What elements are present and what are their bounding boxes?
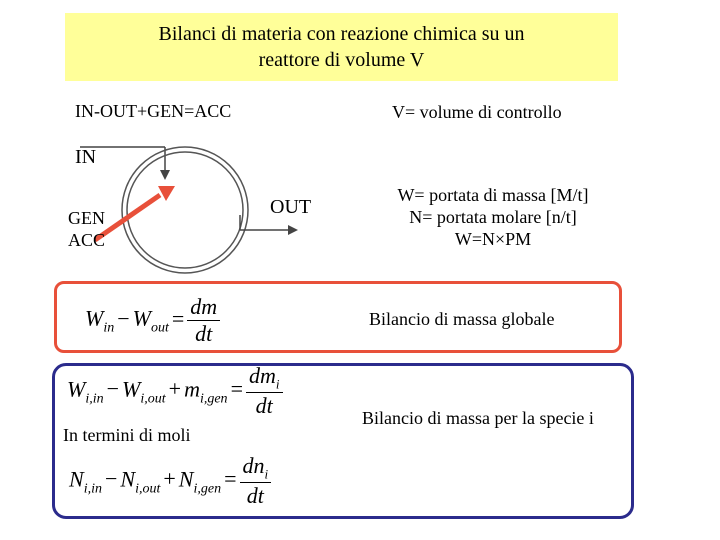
flow-relation: W=N×PM [454, 229, 532, 249]
slide-title: Bilanci di materia con reazione chimica su un reattore di volume V [65, 13, 618, 81]
global-balance-equation: $W_{in} - W_{out}$ = $\frac{dm}{dt}$ [85, 294, 220, 347]
mass-flow-definition: W= portata di massa [M/t] [397, 185, 589, 205]
in-label: IN [75, 146, 97, 168]
out-label: OUT [270, 196, 312, 218]
gen-acc-arrowhead [158, 186, 175, 201]
gen-label: GEN [68, 208, 105, 228]
general-balance-text: IN-OUT+GEN=ACC [75, 101, 232, 121]
reactor-inner-circle [127, 152, 243, 268]
outlet-arrowhead [288, 225, 298, 235]
inlet-arrowhead [160, 170, 170, 180]
species-balance-label: Bilancio di massa per la specie i [362, 408, 594, 428]
global-balance-label: Bilancio di massa globale [369, 309, 555, 329]
species-molar-equation: $N_{i,in} - N_{i,out} + N_{i,gen}$ = $\frac{dn_i}{dt}$ [69, 453, 271, 509]
molar-terms-label: In termini di moli [63, 425, 191, 445]
definitions [368, 184, 618, 250]
molar-flow-definition: N= portata molare [n/t] [409, 207, 577, 227]
volume-note: V= volume di controllo [392, 102, 562, 122]
species-mass-equation: $W_{i,in} - W_{i,out} + m_{i,gen}$ = $\frac{dm_i}{dt}$ [67, 363, 283, 419]
acc-label: ACC [68, 230, 106, 250]
